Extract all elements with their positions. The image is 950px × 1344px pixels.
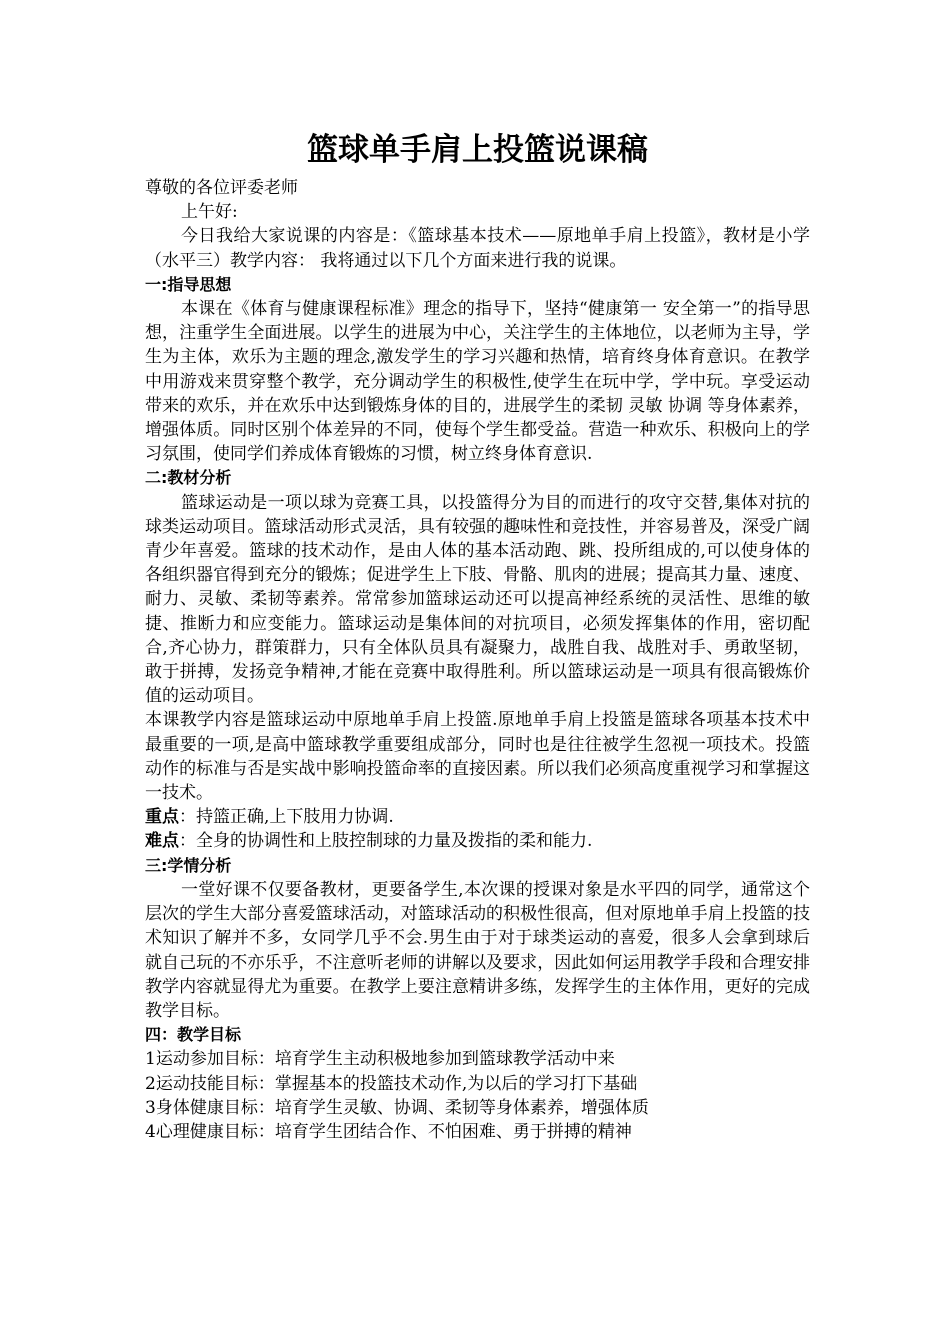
section-heading-student-analysis: 三:学情分析 bbox=[145, 855, 232, 875]
document-page bbox=[145, 124, 810, 1144]
goal-item: 3身体健康目标：培育学生灵敏、协调、柔韧等身体素养，增强体质 bbox=[145, 1097, 649, 1118]
difficulty-text: ：全身的协调性和上肢控制球的力量及拨指的柔和能力. bbox=[179, 831, 593, 852]
greeting-recipient: 尊敬的各位评委老师 bbox=[145, 178, 298, 198]
document-title: 篮球单手肩上投篮说课稿 bbox=[307, 132, 648, 168]
difficulty-label: 难点 bbox=[145, 831, 179, 852]
student-analysis-paragraph: 一堂好课不仅要备教材，更要备学生,本次课的授课对象是水平四的同学，通常这个层次的学生大部分喜爱篮球活动，对篮球活动的积极性很高，但对原地单手肩上投篮的技术知识了解并不多，女同学几乎不会.男生由于对于球类运动的喜爱，很多人会拿到球后就自己玩的不亦乐乎，不注意听老师的讲解以及要求，因此如何运用教学手段和合理安排教学内容就显得尤为重要。在教学上要注意精讲多练，发挥学生的主体作用，更好的完成教学目标。 bbox=[145, 879, 810, 1021]
key-point-label: 重点 bbox=[145, 807, 179, 828]
key-point-text: ：持篮正确,上下肢用力协调. bbox=[179, 807, 394, 828]
section-heading-teaching-goals: 四：教学目标 bbox=[145, 1025, 242, 1045]
goal-item: 1运动参加目标：培育学生主动积极地参加到篮球教学活动中来 bbox=[145, 1049, 615, 1070]
guiding-ideology-paragraph: 本课在《体育与健康课程标准》理念的指导下，坚持“健康第一 安全第一”的指导思想，注重学生全面进展。以学生的进展为中心，关注学生的主体地位，以老师为主导，学生为主体，欢乐为主题的理念,激发学生的学习兴趣和热情，培育终身体育意识。在教学中用游戏来贯穿整个教学，充分调动学生的积极性,使学生在玩中学，学中玩。享受运动带来的欢乐，并在欢乐中达到锻炼身体的目的，进展学生的柔韧 灵敏 协调 等身体素养，增强体质。同时区别个体差异的不同，使每个学生都受益。营造一种欢乐、积极向上的学习氛围，使同学们养成体育锻炼的习惯，树立终身体育意识. bbox=[145, 299, 810, 465]
goal-item: 2运动技能目标：掌握基本的投篮技术动作,为以后的学习打下基础 bbox=[145, 1073, 638, 1094]
lesson-content-paragraph: 本课教学内容是篮球运动中原地单手肩上投篮.原地单手肩上投篮是篮球各项基本技术中最重要的一项,是高中篮球教学重要组成部分，同时也是往往被学生忽视一项技术。投篮动作的标准与否是实战中影响投篮命率的直接因素。所以我们必须高度重视学习和掌握这一技术。 bbox=[145, 710, 810, 804]
difficulty-line bbox=[145, 829, 810, 853]
greeting: 上午好: bbox=[181, 202, 238, 223]
material-analysis-paragraph: 篮球运动是一项以球为竞赛工具，以投篮得分为目的而进行的攻守交替,集体对抗的球类运动项目。篮球活动形式灵活，具有较强的趣味性和竞技性，并容易普及，深受广阔青少年喜爱。篮球的技术动作，是由人体的基本活动跑、跳、投所组成的,可以使身体的各组织器官得到充分的锻炼；促进学生上下肢、骨骼、肌肉的进展；提高其力量、速度、耐力、灵敏、柔韧等素养。常常参加篮球运动还可以提高神经系统的灵活性、思维的敏捷、推断力和应变能力。篮球运动是集体间的对抗项目，必须发挥集体的作用，密切配合,齐心协力，群策群力，只有全体队员具有凝聚力，战胜自我、战胜对手、勇敢坚韧，敢于拼搏，发扬竞争精神,才能在竞赛中取得胜利。所以篮球运动是一项具有很高锻炼价值的运动项目。 bbox=[145, 492, 810, 707]
section-heading-material-analysis: 二:教材分析 bbox=[145, 468, 232, 488]
section-heading-guiding-ideology: 一:指导思想 bbox=[145, 274, 232, 294]
goal-item: 4心理健康目标：培育学生团结合作、不怕困难、勇于拼搏的精神 bbox=[145, 1121, 632, 1142]
intro-paragraph: 今日我给大家说课的内容是：《篮球基本技术——原地单手肩上投篮》，教材是小学（水平三）教学内容： 我将通过以下几个方面来进行我的说课。 bbox=[145, 226, 810, 271]
key-point-line bbox=[145, 805, 810, 829]
